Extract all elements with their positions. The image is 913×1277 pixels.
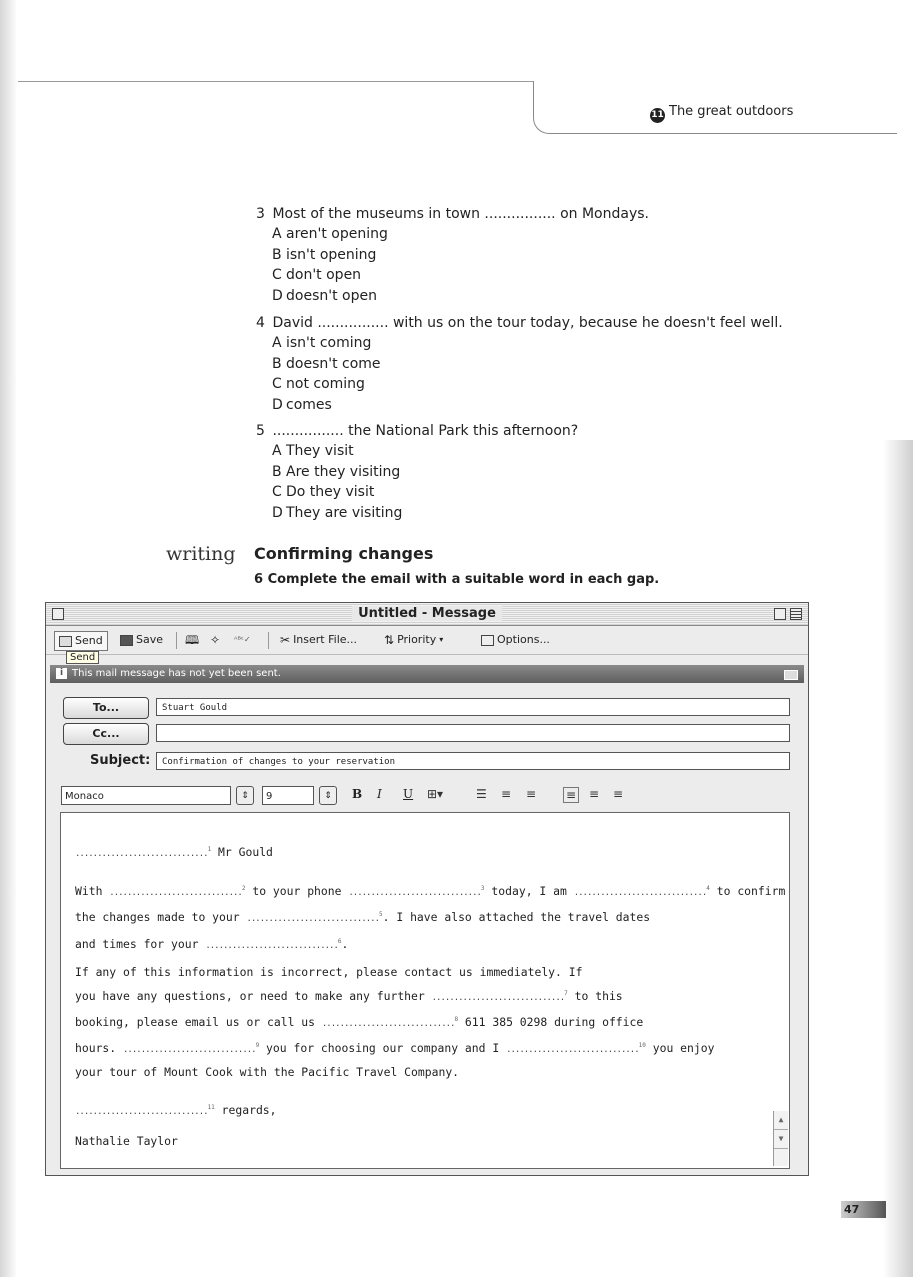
gap-number: 5	[379, 911, 383, 919]
option: C don't open	[272, 267, 362, 284]
toolbar-separator	[176, 632, 177, 649]
section-label: writing	[166, 543, 236, 565]
info-icon: i	[56, 668, 67, 679]
send-tooltip: Send	[66, 651, 99, 664]
body-line: you have any questions, or need to make any further ..............................$^7$ to this	[75, 989, 623, 1004]
gap-number: 9	[255, 1042, 260, 1050]
question-stem: ................ the National Park this afternoon?	[272, 423, 579, 439]
subject-label: Subject:	[90, 753, 151, 768]
body-line: If any of this information is incorrect, please contact us immediately. If	[75, 964, 583, 979]
header-rule	[18, 81, 533, 82]
unit-header	[650, 104, 793, 123]
italic-button[interactable]: I	[377, 787, 382, 801]
send-icon	[59, 636, 72, 647]
gap-number: 3	[480, 885, 485, 893]
priority-arrow-icon: ⇅	[384, 633, 395, 647]
address-book-icon: 🕮	[185, 633, 200, 647]
body-line: and times for your ..............................$^6$.	[75, 936, 349, 951]
gap-number: 8	[454, 1016, 459, 1024]
option: B isn't opening	[272, 246, 377, 263]
answer-gap[interactable]: ..............................	[123, 1045, 256, 1056]
paperclip-icon: ✂	[280, 633, 291, 647]
options-icon	[481, 635, 494, 646]
answer-gap[interactable]: ..............................	[573, 888, 707, 899]
title-bar[interactable]	[46, 603, 808, 626]
info-bar	[50, 665, 804, 683]
option: C Do they visit	[272, 484, 375, 501]
send-button[interactable]: Send	[54, 631, 108, 651]
closing-line: ..............................$^{11}$ regards,	[75, 1102, 277, 1117]
option: C not coming	[272, 376, 365, 393]
section-title: Confirming changes	[254, 544, 434, 563]
instruction: 6 Complete the email with a suitable word in each gap.	[254, 572, 660, 587]
options-button[interactable]: Options...	[481, 631, 550, 649]
scroll-down-icon[interactable]: ▼	[774, 1130, 788, 1149]
question-4	[256, 313, 783, 415]
spell-check-icon: ᴬᴮᶜ✓	[234, 635, 251, 644]
answer-gap[interactable]: ..............................	[205, 940, 338, 951]
greeting-line: ..............................$^1$ Mr Gould	[75, 845, 273, 859]
priority-button[interactable]: ⇅ Priority ▾	[384, 633, 444, 647]
gap-number: 2	[241, 885, 246, 893]
gap-number: 7	[564, 990, 568, 998]
gap-number: 4	[706, 885, 710, 893]
check-names-icon: ✧	[210, 633, 221, 647]
option: D doesn't open	[272, 287, 377, 304]
align-center-icon[interactable]: ≡	[589, 787, 600, 801]
check-names-button[interactable]	[210, 631, 220, 649]
question-stem: Most of the museums in town ................ on Mondays.	[272, 206, 649, 222]
bold-button[interactable]: B	[352, 787, 363, 801]
outdent-icon[interactable]: ≡	[501, 787, 512, 801]
font-stepper[interactable]: ⇕	[236, 786, 254, 805]
toolbar	[46, 626, 808, 655]
answer-gap[interactable]: ..............................	[109, 888, 242, 899]
underline-button[interactable]: U	[403, 787, 414, 801]
indent-icon[interactable]: ≡	[526, 787, 537, 801]
body-line: your tour of Mount Cook with the Pacific Travel Company.	[75, 1064, 460, 1079]
cc-field[interactable]	[156, 724, 790, 742]
email-window	[45, 602, 809, 1176]
question-number: 5	[256, 423, 265, 439]
align-right-icon[interactable]: ≡	[613, 787, 624, 801]
body-line: hours. ..............................$^9$ you for choosing our company and I ..............................$^{10}$ you enjoy	[75, 1041, 715, 1056]
table-icon[interactable]: ⊞▾	[427, 787, 444, 801]
disk-icon	[120, 635, 133, 646]
message-body[interactable]	[60, 812, 790, 1169]
insert-file-button[interactable]: ✂ Insert File...	[280, 633, 358, 647]
address-book-button[interactable]	[185, 631, 199, 649]
save-button[interactable]: Save	[120, 631, 163, 649]
dropdown-icon: ▾	[439, 635, 444, 644]
body-line: the changes made to your ..............................$^5$. I have also attached the travel dates	[75, 910, 651, 925]
body-line: With ..............................$^2$ to your phone ..............................$^3$ today, I am ..............................$^4$ to confirm	[75, 884, 786, 899]
scrollbar[interactable]	[773, 1111, 788, 1166]
question-number: 4	[256, 315, 265, 331]
answer-gap[interactable]: ..............................	[348, 888, 481, 899]
option: A aren't opening	[272, 226, 388, 243]
answer-gap[interactable]: ..............................	[321, 1019, 455, 1030]
question-5	[256, 421, 578, 523]
answer-gap[interactable]: ..............................	[506, 1045, 639, 1056]
to-field[interactable]: Stuart Gould	[156, 698, 790, 716]
gap-number: 6	[337, 937, 342, 945]
format-bar	[61, 786, 801, 808]
spelling-button[interactable]	[234, 631, 251, 649]
question-3	[256, 204, 649, 306]
option: D comes	[272, 396, 332, 413]
size-stepper[interactable]: ⇕	[319, 786, 337, 805]
answer-gap[interactable]: ..............................	[431, 993, 565, 1004]
numbered-list-icon[interactable]: ☰	[476, 787, 487, 801]
gap-number: 10	[638, 1042, 646, 1050]
size-select[interactable]: 9	[262, 786, 314, 805]
page-shadow-left	[0, 0, 16, 1277]
cc-button[interactable]: Cc...	[63, 723, 149, 745]
font-select[interactable]: Monaco	[61, 786, 231, 805]
zoom-box-icon[interactable]	[774, 608, 786, 620]
option: B Are they visiting	[272, 463, 401, 480]
window-title: Untitled - Message	[352, 606, 502, 621]
answer-gap[interactable]: ..............................	[246, 914, 380, 925]
option: A They visit	[272, 443, 354, 460]
page-number: 47	[841, 1201, 886, 1218]
unit-title: The great outdoors	[669, 104, 794, 119]
subject-field[interactable]: Confirmation of changes to your reservation	[156, 752, 790, 770]
unit-number: 11	[650, 108, 665, 123]
body-line: booking, please email us or call us ..............................$^8$ 611 385 0298 during office	[75, 1015, 644, 1030]
page-shadow-right	[883, 440, 913, 1277]
toolbar-separator	[268, 632, 269, 649]
envelope-icon	[784, 670, 798, 680]
scroll-up-icon[interactable]: ▲	[774, 1111, 788, 1130]
info-text: This mail message has not yet been sent.	[72, 668, 281, 679]
option: D They are visiting	[272, 504, 403, 521]
collapse-box-icon[interactable]	[790, 608, 802, 620]
to-button[interactable]: To...	[63, 697, 149, 719]
question-number: 3	[256, 206, 265, 222]
option: B doesn't come	[272, 355, 381, 372]
option: A isn't coming	[272, 335, 372, 352]
question-stem: David ................ with us on the tour today, because he doesn't feel well.	[272, 315, 783, 331]
align-left-icon[interactable]: ≡	[563, 787, 579, 803]
signature: Nathalie Taylor	[75, 1134, 178, 1149]
